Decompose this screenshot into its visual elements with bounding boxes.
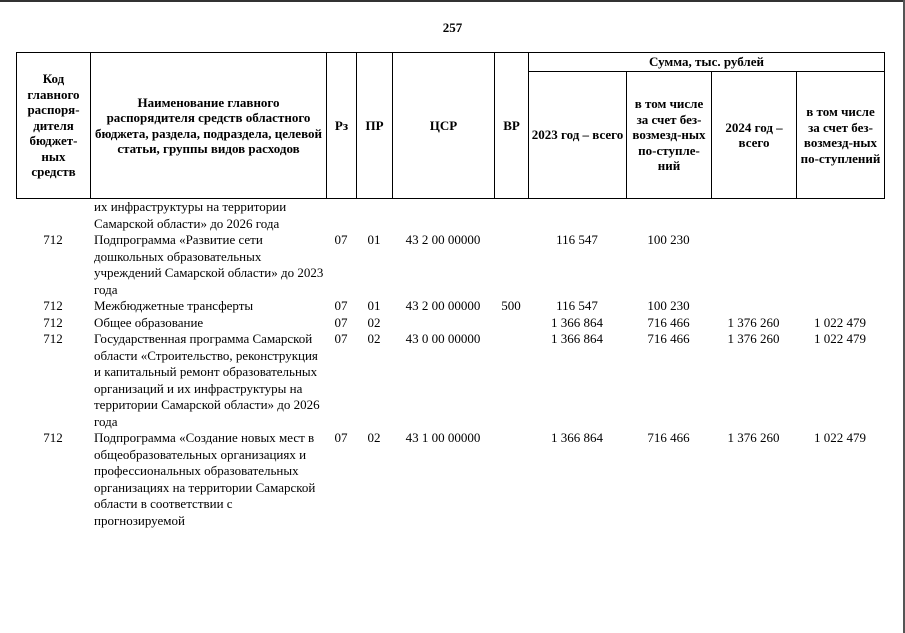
pr-cell: 02 bbox=[367, 314, 381, 330]
name-cell: Подпрограмма «Создание новых мест в общеобразовательных организациях и профессиональных образовательных организациях на территории Самарской области в соответствии с прогнозируемой bbox=[94, 430, 316, 528]
header-2023-gratis: в том числе за счет без-возмезд-ных по-ступле-ний bbox=[627, 72, 712, 199]
rz-cell: 07 bbox=[334, 314, 348, 330]
vr-cell bbox=[494, 232, 528, 298]
sum-2024-gratis-cell bbox=[796, 298, 884, 315]
vr-cell bbox=[494, 199, 528, 232]
sum-2023-cell: 116 547 bbox=[556, 298, 598, 313]
csr-cell bbox=[392, 315, 494, 332]
csr-cell bbox=[392, 199, 494, 232]
table-header bbox=[16, 52, 885, 199]
sum-2024-gratis-cell: 1 022 479 bbox=[814, 331, 866, 346]
sum-2024-gratis-cell: 1 022 479 bbox=[814, 430, 866, 445]
sum-2024-gratis-cell: 1 022 479 bbox=[814, 314, 866, 330]
vr-cell bbox=[494, 430, 528, 529]
table-row bbox=[16, 430, 884, 529]
code-cell: 712 bbox=[43, 331, 63, 346]
header-sum: Сумма, тыс. рублей bbox=[529, 53, 885, 72]
vr-cell: 500 bbox=[501, 298, 521, 313]
header-code: Код главного распоря-дителя бюджет-ных средств bbox=[17, 53, 91, 199]
sum-2023-gratis-cell: 716 466 bbox=[647, 314, 690, 330]
pr-cell: 01 bbox=[367, 298, 381, 313]
rz-cell: 07 bbox=[334, 430, 348, 445]
header-2024-gratis: в том числе за счет без-возмезд-ных по-ступлений bbox=[797, 72, 885, 199]
code-cell: 712 bbox=[43, 232, 63, 247]
sum-2023-gratis-cell bbox=[626, 199, 711, 232]
rz-cell bbox=[326, 199, 356, 232]
sum-2023-gratis-cell: 716 466 bbox=[647, 430, 690, 445]
name-cell: Подпрограмма «Развитие сети дошкольных образовательных учреждений Самарской области» до 2023 года bbox=[94, 232, 324, 297]
rz-cell: 07 bbox=[334, 331, 348, 346]
scan-edge-top bbox=[0, 0, 905, 2]
sum-2023-cell: 116 547 bbox=[556, 232, 598, 247]
sum-2023-gratis-cell: 716 466 bbox=[647, 331, 690, 346]
sum-2023-cell bbox=[528, 199, 626, 232]
sum-2024-cell bbox=[711, 199, 796, 232]
header-vr: ВР bbox=[495, 53, 529, 199]
header-2024-total: 2024 год – всего bbox=[712, 72, 797, 199]
name-cell: Межбюджетные трансферты bbox=[94, 298, 254, 313]
header-pr: ПР bbox=[357, 53, 393, 199]
csr-cell: 43 2 00 00000 bbox=[405, 298, 481, 313]
pr-cell: 02 bbox=[367, 430, 381, 445]
table-row bbox=[16, 232, 884, 298]
code-cell: 712 bbox=[43, 298, 63, 313]
sum-2024-cell bbox=[711, 298, 796, 315]
name-cell: Государственная программа Самарской области «Строительство, реконструкция и капитальный ремонт образовательных организаций и их инфраструктуры на территории Самарской области» до 2026 года bbox=[94, 331, 320, 429]
sum-2024-gratis-cell bbox=[796, 232, 884, 298]
sum-2024-cell: 1 376 260 bbox=[727, 314, 780, 330]
csr-cell: 43 2 00 00000 bbox=[405, 232, 481, 247]
pr-cell: 02 bbox=[367, 331, 381, 346]
csr-cell: 43 0 00 00000 bbox=[405, 331, 481, 346]
sum-2023-cell: 1 366 864 bbox=[551, 314, 603, 330]
name-cell: Общее образование bbox=[94, 314, 204, 330]
code-cell: 712 bbox=[43, 314, 63, 330]
header-2023-total: 2023 год – всего bbox=[529, 72, 627, 199]
header-csr: ЦСР bbox=[393, 53, 495, 199]
table-row bbox=[16, 315, 884, 332]
rz-cell: 07 bbox=[334, 232, 348, 247]
sum-2023-cell: 1 366 864 bbox=[551, 331, 603, 346]
header-rz: Рз bbox=[327, 53, 357, 199]
code-cell: 712 bbox=[43, 430, 63, 445]
table-row bbox=[16, 199, 884, 232]
table-row bbox=[16, 331, 884, 430]
sum-2023-gratis-cell: 100 230 bbox=[647, 232, 690, 247]
rz-cell: 07 bbox=[334, 298, 348, 313]
vr-cell bbox=[494, 315, 528, 332]
header-name: Наименование главного распорядителя средств областного бюджета, раздела, подраздела, целевой статьи, группы видов расходов bbox=[91, 53, 327, 199]
sum-2023-cell: 1 366 864 bbox=[551, 430, 603, 445]
sum-2024-cell: 1 376 260 bbox=[727, 331, 780, 346]
table-row bbox=[16, 298, 884, 315]
sum-2024-gratis-cell bbox=[796, 199, 884, 232]
table-body bbox=[16, 199, 884, 529]
name-cell: их инфраструктуры на территории Самарской области» до 2026 года bbox=[94, 199, 287, 231]
sum-2024-cell: 1 376 260 bbox=[727, 430, 780, 445]
code-cell bbox=[16, 199, 90, 232]
page-number: 257 bbox=[442, 20, 463, 35]
sum-2023-gratis-cell: 100 230 bbox=[647, 298, 690, 313]
pr-cell: 01 bbox=[367, 232, 381, 247]
sum-2024-cell bbox=[711, 232, 796, 298]
vr-cell bbox=[494, 331, 528, 430]
csr-cell: 43 1 00 00000 bbox=[405, 430, 481, 445]
pr-cell bbox=[356, 199, 392, 232]
